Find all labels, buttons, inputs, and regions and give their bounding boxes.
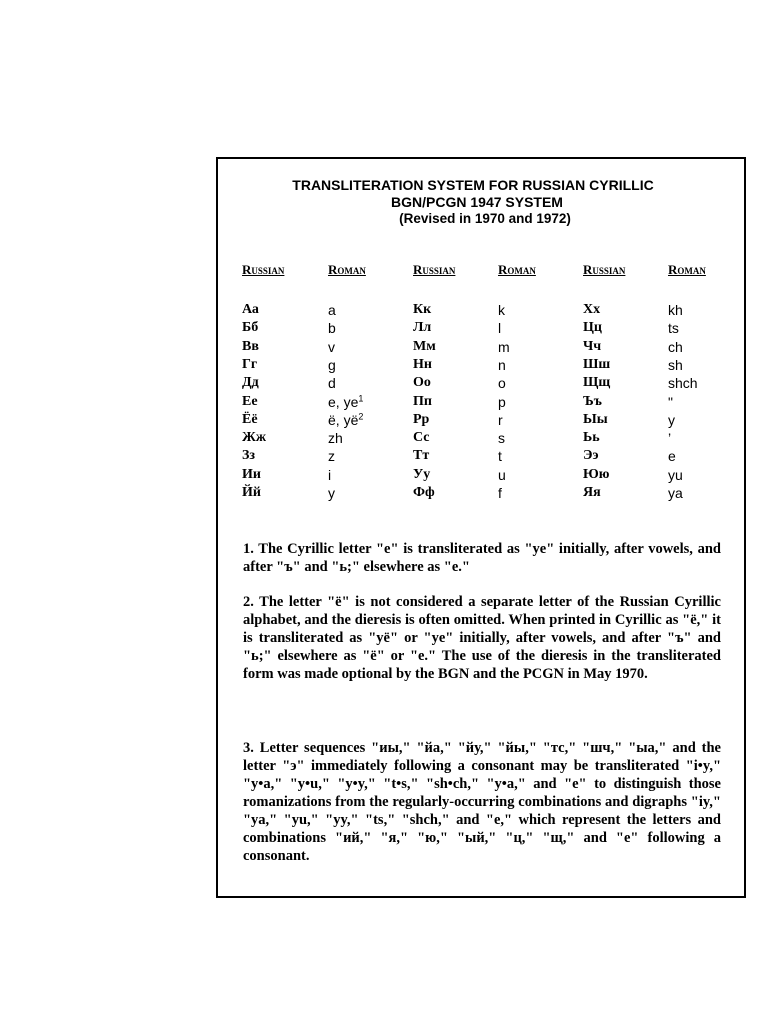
footnote-marker: 1 — [358, 392, 364, 403]
header-roman-3: Roman — [668, 262, 706, 277]
roman-value: y — [328, 485, 335, 501]
roman-value: g — [328, 356, 336, 373]
roman-value: l — [498, 320, 502, 337]
roman-transliteration — [328, 429, 343, 447]
cyrillic-letter: Сс — [413, 430, 430, 446]
roman-value: sh — [668, 356, 683, 373]
roman-transliteration — [498, 356, 506, 374]
header-roman-2: Roman — [498, 262, 536, 277]
cyrillic-letter: Шш — [583, 356, 611, 372]
roman-value: s — [498, 430, 505, 447]
roman-transliteration — [668, 374, 698, 392]
footnote-2: 2. The letter "ë" is not considered a separate letter of the Russian Cyrillic alphabet, and the dieresis is often omitted. When printed in Cyrillic as "ë," it is transliterated as "yë" or "ye" initially, after vowels, and after "ъ" and "ь;" elsewhere as "ë" or "e." The use of the dieresis in the transliterated form was made optional by the BGN and the PCGN in May 1970. — [243, 594, 721, 682]
cyrillic-letter: Тт — [413, 448, 430, 464]
roman-value: r — [498, 411, 503, 428]
roman-transliteration — [498, 411, 503, 429]
roman-transliteration — [498, 301, 505, 319]
cyrillic-letter: Ии — [242, 466, 261, 482]
cyrillic-letter: Кк — [413, 302, 432, 317]
roman-value: ch — [668, 338, 683, 355]
roman-transliteration — [498, 466, 506, 484]
roman-transliteration — [498, 319, 501, 337]
roman-value: z — [328, 448, 335, 465]
roman-transliteration — [668, 447, 676, 465]
cyrillic-letter: Юю — [583, 466, 610, 482]
roman-transliteration — [668, 319, 679, 337]
roman-value: ë, yë — [328, 411, 359, 428]
roman-value: ts — [668, 320, 679, 337]
roman-transliteration — [668, 393, 673, 411]
cyrillic-letter: Вв — [242, 338, 259, 354]
roman-transliteration — [668, 466, 683, 484]
roman-value: i — [328, 466, 332, 483]
footnote-marker: 2 — [358, 411, 364, 422]
roman-value: e — [668, 448, 676, 465]
cyrillic-letter: Фф — [413, 485, 435, 500]
cyrillic-letter: Аа — [242, 302, 259, 317]
roman-transliteration — [668, 484, 683, 502]
roman-transliteration — [498, 447, 502, 465]
revision-note: (Revised in 1970 and 1972) — [399, 211, 571, 226]
cyrillic-letter: Ъъ — [583, 393, 602, 409]
cyrillic-letter: Чч — [583, 338, 602, 354]
roman-value: ya — [668, 485, 683, 501]
cyrillic-letter: Цц — [583, 320, 602, 336]
header-russian-1: Russian — [242, 262, 285, 277]
footnote-1: 1. The Cyrillic letter "e" is transliterated as "ye" initially, after vowels, and after "ъ" and "ь;" elsewhere as "e." — [243, 541, 721, 575]
roman-transliteration — [328, 466, 331, 484]
roman-transliteration — [498, 374, 506, 392]
roman-value: kh — [668, 302, 683, 318]
roman-value: m — [498, 338, 510, 355]
roman-value: yu — [668, 466, 683, 483]
roman-transliteration — [328, 484, 335, 502]
document-title: TRANSLITERATION SYSTEM FOR RUSSIAN CYRILLIC — [292, 177, 654, 193]
cyrillic-letter: Ёё — [242, 411, 258, 427]
roman-transliteration — [498, 484, 502, 502]
document-subtitle: BGN/PCGN 1947 SYSTEM — [391, 194, 563, 210]
footnote-3: 3. Letter sequences "иы," "йа," "йу," "йы," "тс," "шч," "ыа," and the letter "э" immediately following a consonant may be transliterated "i•y," "y•a," "y•u," "y•y," "t•s," "sh•ch," "y•a," and "e" to distinguish those romanizations from the regularly-occurring combinations and digraphs "iy," "ya," "yu," "yy," "ts," "shch," and "e," which represent the letters and combinations "ий," "я," "ю," "ый," "ц," "щ," and "e" following a consonant. — [243, 740, 721, 864]
cyrillic-letter: Ее — [242, 393, 258, 409]
roman-transliteration — [328, 393, 363, 411]
cyrillic-letter: Оо — [413, 375, 431, 391]
roman-transliteration — [328, 411, 363, 429]
roman-value: zh — [328, 430, 343, 447]
roman-value: n — [498, 356, 506, 373]
cyrillic-letter: Уу — [413, 466, 431, 482]
transliteration-table-panel — [216, 157, 746, 898]
roman-value: v — [328, 338, 335, 355]
cyrillic-letter: Зз — [242, 448, 256, 464]
roman-transliteration — [328, 374, 336, 392]
cyrillic-letter: Йй — [242, 485, 261, 500]
roman-value: f — [498, 485, 502, 501]
cyrillic-letter: Ыы — [583, 411, 608, 427]
roman-transliteration — [668, 338, 683, 356]
roman-value: " — [668, 393, 673, 410]
cyrillic-letter: Щщ — [583, 375, 611, 391]
roman-transliteration — [668, 301, 683, 319]
roman-value: t — [498, 448, 502, 465]
roman-value: e, ye — [328, 393, 359, 410]
cyrillic-letter: Рр — [413, 411, 430, 427]
roman-value: y — [668, 411, 675, 428]
roman-transliteration — [668, 429, 671, 447]
cyrillic-letter: Пп — [413, 393, 432, 409]
roman-value: a — [328, 302, 336, 318]
roman-transliteration — [328, 319, 336, 337]
header-roman-1: Roman — [328, 262, 366, 277]
cyrillic-letter: Гг — [242, 356, 258, 372]
header-russian-2: Russian — [413, 262, 456, 277]
cyrillic-letter: Лл — [413, 320, 432, 336]
cyrillic-letter: Мм — [413, 338, 436, 354]
roman-transliteration — [328, 356, 336, 374]
cyrillic-letter: Хх — [583, 302, 601, 317]
roman-value: u — [498, 466, 506, 483]
roman-transliteration — [328, 338, 335, 356]
cyrillic-letter: Жж — [242, 430, 266, 446]
roman-transliteration — [498, 338, 510, 356]
cyrillic-letter: Ьь — [583, 430, 600, 446]
roman-transliteration — [328, 447, 335, 465]
roman-value: o — [498, 375, 506, 392]
roman-transliteration — [498, 393, 506, 411]
roman-value: shch — [668, 375, 698, 392]
cyrillic-letter: Нн — [413, 356, 432, 372]
cyrillic-letter: Дд — [242, 375, 259, 391]
roman-transliteration — [668, 356, 683, 374]
roman-value: d — [328, 375, 336, 392]
roman-transliteration — [328, 301, 336, 319]
header-russian-3: Russian — [583, 262, 626, 277]
roman-value: b — [328, 320, 336, 337]
roman-transliteration — [668, 411, 675, 429]
roman-value: p — [498, 393, 506, 410]
cyrillic-letter: Яя — [583, 485, 601, 500]
cyrillic-letter: Ээ — [583, 448, 599, 464]
cyrillic-letter: Бб — [242, 320, 259, 336]
roman-value: k — [498, 302, 505, 318]
roman-value: ’ — [668, 430, 672, 447]
roman-transliteration — [498, 429, 505, 447]
